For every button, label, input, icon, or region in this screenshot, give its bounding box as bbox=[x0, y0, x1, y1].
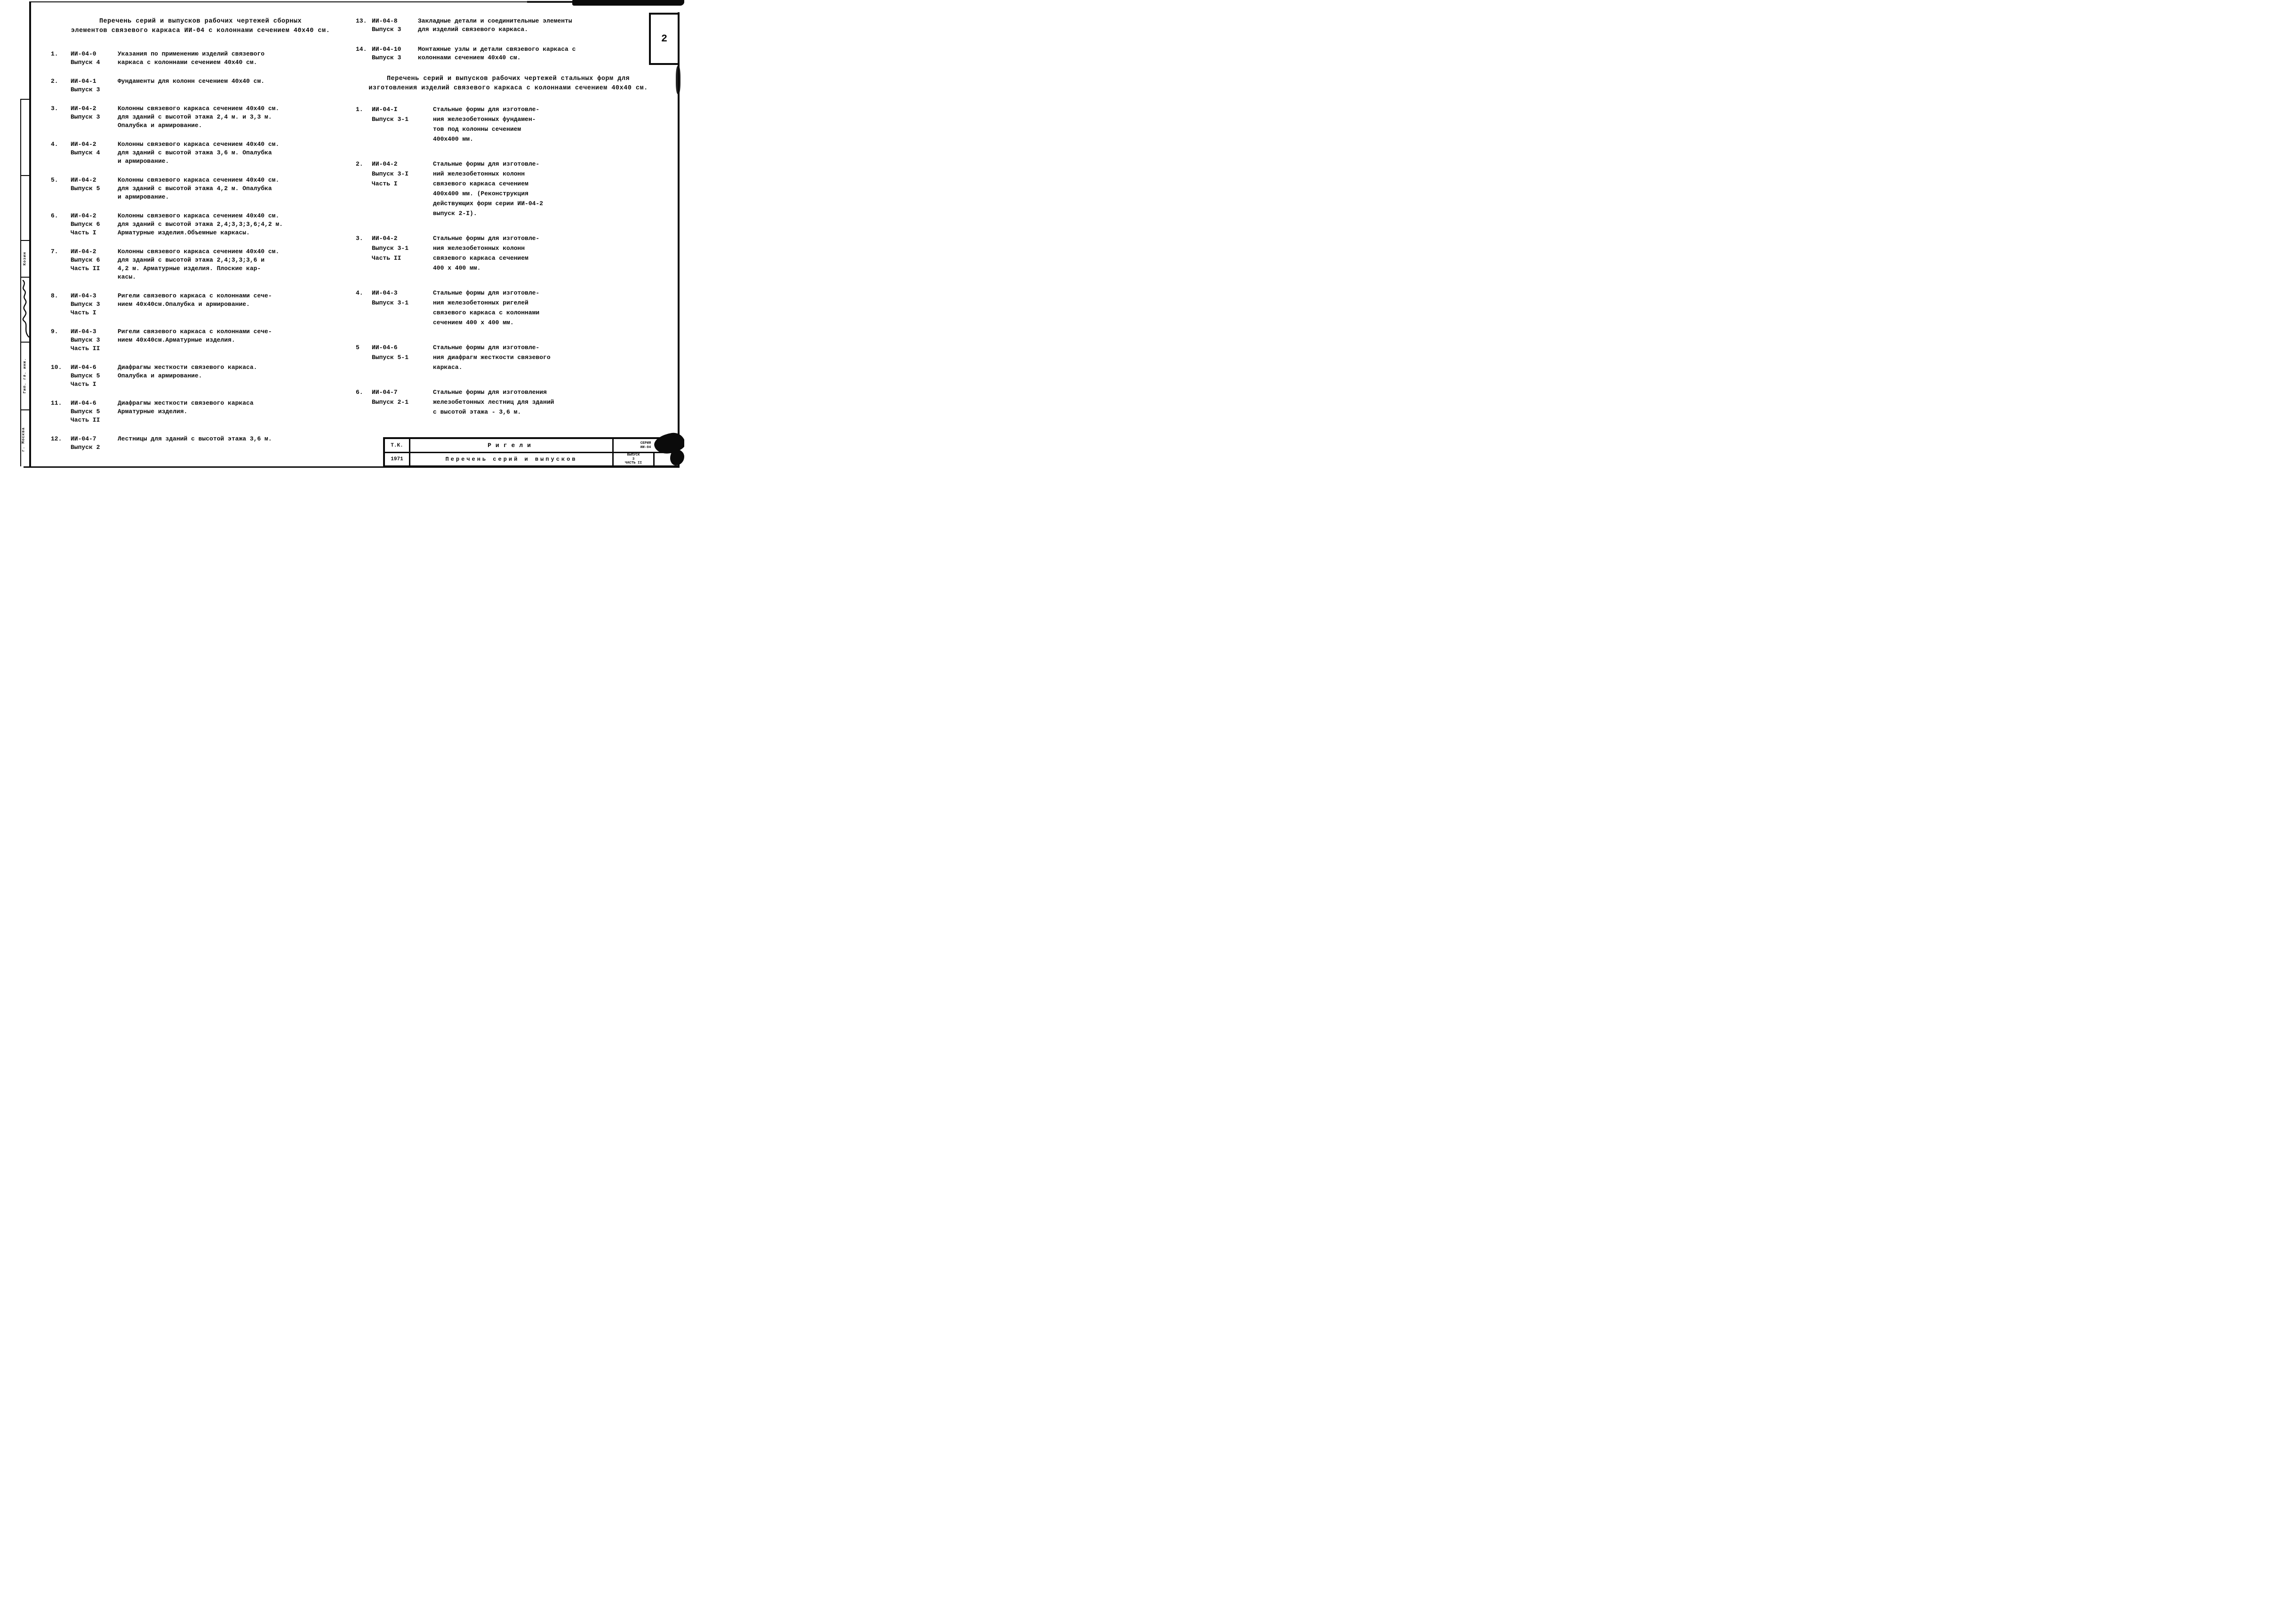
margin-name-text: Козин bbox=[23, 251, 27, 265]
series-code-line: ИИ-04-6 bbox=[71, 364, 96, 371]
description-line: каркаса с колоннами сечением 40х40 см. bbox=[118, 59, 257, 66]
item-number: 2. bbox=[51, 78, 58, 85]
description-line: Стальные формы для изготовления bbox=[433, 389, 547, 396]
item-description bbox=[433, 387, 668, 417]
list-item bbox=[348, 288, 668, 328]
item-number: 13. bbox=[356, 17, 367, 24]
series-code-line: ИИ-04-2 bbox=[71, 248, 96, 255]
list-item bbox=[348, 343, 668, 372]
item-number: 10. bbox=[51, 364, 62, 371]
text-line: элементов связевого каркаса ИИ-04 с колоннами сечением 40х40 см. bbox=[71, 27, 330, 34]
series-code-line: ИИ-04-3 bbox=[71, 328, 96, 335]
list-item bbox=[47, 77, 354, 94]
list-item bbox=[47, 292, 354, 317]
text-line: Перечень серий и выпусков рабочих чертежей стальных форм для bbox=[386, 75, 630, 82]
stamp-tk-cell: Т.К. bbox=[385, 439, 410, 453]
series-code-line: ИИ-04-2 bbox=[372, 235, 398, 242]
description-line: действующих форм серии ИИ-04-2 bbox=[433, 200, 544, 207]
series-code-line: ИИ-04-I bbox=[372, 106, 398, 113]
series-code-line: Часть I bbox=[71, 229, 96, 236]
description-line: 400 х 400 мм. bbox=[433, 264, 481, 272]
item-description bbox=[433, 104, 668, 144]
description-line: Фундаменты для колонн сечением 40х40 см. bbox=[118, 78, 265, 85]
series-code-line: Выпуск 4 bbox=[71, 149, 100, 156]
item-series-code bbox=[372, 343, 433, 372]
item-description bbox=[118, 140, 354, 166]
item-number: 6. bbox=[51, 212, 58, 219]
ink-streak-top-right bbox=[572, 0, 684, 6]
series-code-line: Выпуск 2 bbox=[71, 444, 100, 451]
item-description bbox=[433, 159, 668, 218]
description-line: Стальные формы для изготовле- bbox=[433, 235, 540, 242]
series-code-line: Выпуск 3 bbox=[71, 336, 100, 344]
description-line: Опалубка и армирование. bbox=[118, 122, 202, 129]
item-description bbox=[433, 343, 668, 372]
list-item bbox=[348, 45, 668, 62]
scanned-document-page bbox=[0, 0, 684, 487]
description-line: Ригели связевого каркаса с колоннами сече- bbox=[118, 292, 272, 299]
description-line: ний железобетонных колонн bbox=[433, 170, 525, 177]
series-code-line: ИИ-04-6 bbox=[71, 400, 96, 407]
list-item bbox=[348, 104, 668, 144]
list-item bbox=[348, 159, 668, 218]
item-number: 4. bbox=[51, 141, 58, 148]
series-code-line: Выпуск 3-I bbox=[372, 170, 409, 177]
item-number: 6. bbox=[356, 389, 363, 396]
description-line: связевого каркаса с колоннами bbox=[433, 309, 540, 316]
item-number: 1. bbox=[356, 106, 363, 113]
item-description bbox=[118, 292, 354, 317]
description-line: ния железобетонных ригелей bbox=[433, 299, 528, 306]
description-line: Опалубка и армирование. bbox=[118, 372, 202, 379]
description-line: Колонны связевого каркаса сечением 40х40 см. bbox=[118, 176, 280, 184]
series-code-line: Выпуск 3 bbox=[71, 301, 100, 308]
list-item bbox=[47, 140, 354, 166]
text-line: Перечень серий и выпусков рабочих чертежей сборных bbox=[99, 18, 302, 25]
description-line: 400х400 мм. bbox=[433, 136, 473, 143]
ink-blob bbox=[670, 449, 684, 465]
item-number: 3. bbox=[356, 235, 363, 242]
item-number: 7. bbox=[51, 248, 58, 255]
item-description bbox=[118, 104, 354, 130]
item-series-code bbox=[71, 292, 118, 317]
item-description bbox=[118, 399, 354, 424]
description-line: касы. bbox=[118, 273, 136, 280]
text-line: ЧАСТЬ II bbox=[624, 461, 642, 465]
series-code-line: ИИ-04-2 bbox=[372, 160, 398, 168]
item-series-code bbox=[71, 435, 118, 452]
description-line: нием 40х40см.Опалубка и армирование. bbox=[118, 301, 250, 308]
list2-items bbox=[348, 104, 668, 417]
item-description bbox=[118, 248, 354, 281]
item-description bbox=[118, 435, 354, 452]
series-code-line: ИИ-04-2 bbox=[71, 212, 96, 219]
series-code-line: Выпуск 5-1 bbox=[372, 354, 409, 361]
description-line: нием 40х40см.Арматурные изделия. bbox=[118, 336, 235, 344]
description-line: ния железобетонных фундамен- bbox=[433, 116, 536, 123]
description-line: Ригели связевого каркаса с колоннами сече- bbox=[118, 328, 272, 335]
right-column bbox=[348, 17, 668, 432]
series-code-line: Часть I bbox=[372, 180, 398, 187]
series-code-line: ИИ-04-7 bbox=[372, 389, 398, 396]
series-code-line: ИИ-04-8 bbox=[372, 17, 398, 24]
list-item bbox=[348, 387, 668, 417]
item-series-code bbox=[71, 140, 118, 166]
series-code-line: Выпуск 3 bbox=[372, 26, 401, 33]
item-description bbox=[418, 17, 668, 34]
description-line: с высотой этажа - 3,6 м. bbox=[433, 408, 521, 416]
description-line: Указания по применению изделий связевого bbox=[118, 50, 265, 57]
list1-items-continued bbox=[348, 17, 668, 62]
series-code-line: Выпуск 3-1 bbox=[372, 299, 409, 306]
series-code-line: Часть II bbox=[71, 345, 100, 352]
text-line: ВЫПУСК bbox=[627, 453, 640, 457]
title-block-stamp bbox=[383, 437, 680, 467]
stamp-issue-wrap bbox=[614, 453, 678, 465]
item-series-code bbox=[71, 212, 118, 237]
description-line: Монтажные узлы и детали связевого каркаса с bbox=[418, 46, 576, 53]
list1-items bbox=[47, 50, 354, 452]
series-code-line: Выпуск 3-1 bbox=[372, 116, 409, 123]
margin-city-text: г. Москва bbox=[21, 427, 26, 452]
item-series-code bbox=[71, 50, 118, 67]
description-line: ния железобетонных колонн bbox=[433, 245, 525, 252]
series-code-line: ИИ-04-3 bbox=[372, 289, 398, 296]
item-description bbox=[418, 45, 668, 62]
description-line: ния диафрагм жесткости связевого bbox=[433, 354, 551, 361]
description-line: для зданий с высотой этажа 3,6 м. Опалубка bbox=[118, 149, 272, 156]
item-number: 3. bbox=[51, 105, 58, 112]
ink-streak-top-right-tail bbox=[527, 1, 579, 3]
series-code-line: Часть I bbox=[71, 381, 96, 388]
series-code-line: Часть I bbox=[71, 309, 96, 316]
series-code-line: Выпуск 6 bbox=[71, 221, 100, 228]
list-item bbox=[47, 363, 354, 389]
item-number: 12. bbox=[51, 435, 62, 442]
item-number: 8. bbox=[51, 292, 58, 299]
description-line: каркаса. bbox=[433, 364, 463, 371]
item-description bbox=[118, 176, 354, 201]
item-description bbox=[118, 363, 354, 389]
series-code-line: Часть II bbox=[71, 265, 100, 272]
strip-divider bbox=[20, 175, 31, 176]
series-code-line: ИИ-04-2 bbox=[71, 176, 96, 184]
page-number: 2 bbox=[661, 33, 668, 45]
series-code-line: ИИ-04-1 bbox=[71, 78, 96, 85]
series-code-line: Выпуск 5 bbox=[71, 372, 100, 379]
series-code-line: ИИ-04-7 bbox=[71, 435, 96, 442]
series-code-line: Выпуск 2-1 bbox=[372, 399, 409, 406]
strip-divider bbox=[20, 409, 31, 410]
description-line: Диафрагмы жесткости связевого каркаса bbox=[118, 400, 254, 407]
description-line: 400х400 мм. (Реконструкция bbox=[433, 190, 528, 197]
strip-divider bbox=[20, 99, 31, 100]
series-code-line: Выпуск 3 bbox=[71, 113, 100, 120]
series-code-line: Выпуск 3-1 bbox=[372, 245, 409, 252]
list-item bbox=[47, 328, 354, 353]
series-code-line: Выпуск 3 bbox=[372, 54, 401, 61]
description-line: тов под колонны сечением bbox=[433, 126, 521, 133]
list1-title bbox=[47, 17, 354, 36]
item-series-code bbox=[71, 363, 118, 389]
description-line: Лестницы для зданий с высотой этажа 3,6 м. bbox=[118, 435, 272, 442]
series-code-line: Выпуск 3 bbox=[71, 86, 100, 93]
item-description bbox=[118, 77, 354, 94]
item-series-code bbox=[372, 288, 433, 328]
item-number: 11. bbox=[51, 400, 62, 407]
stamp-year-cell: 1971 bbox=[385, 453, 410, 465]
description-line: Стальные формы для изготовле- bbox=[433, 344, 540, 351]
series-code-line: Часть II bbox=[372, 255, 401, 262]
item-series-code bbox=[372, 387, 433, 417]
text-line: ИИ-04 bbox=[640, 445, 651, 449]
description-line: для зданий с высотой этажа 2,4;3,3;3,6 и bbox=[118, 256, 265, 264]
description-line: сечением 400 х 400 мм. bbox=[433, 319, 514, 326]
series-code-line: ИИ-04-3 bbox=[71, 292, 96, 299]
item-series-code bbox=[372, 159, 433, 218]
item-number: 2. bbox=[356, 160, 363, 168]
list-item bbox=[47, 176, 354, 201]
item-series-code bbox=[71, 248, 118, 281]
description-line: Закладные детали и соединительные элементы bbox=[418, 17, 572, 24]
item-series-code bbox=[71, 104, 118, 130]
item-number: 4. bbox=[356, 289, 363, 296]
series-code-line: ИИ-04-0 bbox=[71, 50, 96, 57]
text-line: изготовления изделий связевого каркаса с колоннами сечением 40х40 см. bbox=[368, 85, 648, 92]
stamp-document-title: Ригели bbox=[410, 439, 614, 453]
list-item bbox=[348, 233, 668, 273]
description-line: Стальные формы для изготовле- bbox=[433, 160, 540, 168]
description-line: Диафрагмы жесткости связевого каркаса. bbox=[118, 364, 257, 371]
description-line: 4,2 м. Арматурные изделия. Плоские кар- bbox=[118, 265, 261, 272]
list-item bbox=[47, 50, 354, 67]
stamp-issue-cell bbox=[614, 453, 655, 465]
list-item bbox=[348, 17, 668, 34]
item-series-code bbox=[71, 176, 118, 201]
text-line: 3 bbox=[632, 457, 635, 461]
description-line: Колонны связевого каркаса сечением 40х40 см. bbox=[118, 212, 280, 219]
description-line: выпуск 2-I). bbox=[433, 210, 477, 217]
item-description bbox=[433, 288, 668, 328]
item-number: 14. bbox=[356, 46, 367, 53]
left-column bbox=[47, 17, 354, 462]
item-series-code bbox=[71, 399, 118, 424]
description-line: Стальные формы для изготовле- bbox=[433, 289, 540, 296]
description-line: Колонны связевого каркаса сечением 40х40 см. bbox=[118, 141, 280, 148]
description-line: Колонны связевого каркаса сечением 40х40 см. bbox=[118, 248, 280, 255]
list-item bbox=[47, 435, 354, 452]
ink-blob bbox=[676, 66, 680, 94]
item-series-code bbox=[372, 233, 433, 273]
stamp-document-subtitle: Перечень серий и выпусков bbox=[410, 453, 614, 465]
item-number: 9. bbox=[51, 328, 58, 335]
description-line: для зданий с высотой этажа 2,4;3,3;3,6;4,2 м. bbox=[118, 221, 283, 228]
description-line: для изделий связевого каркаса. bbox=[418, 26, 528, 33]
series-code-line: Часть II bbox=[71, 416, 100, 424]
item-series-code bbox=[372, 17, 418, 34]
signature-icon bbox=[19, 278, 31, 341]
series-code-line: ИИ-04-6 bbox=[372, 344, 398, 351]
item-description bbox=[118, 328, 354, 353]
text-line: СЕРИЯ bbox=[640, 441, 651, 445]
item-series-code bbox=[71, 328, 118, 353]
series-code-line: ИИ-04-2 bbox=[71, 105, 96, 112]
list-item bbox=[47, 104, 354, 130]
description-line: связевого каркаса сечением bbox=[433, 180, 528, 187]
item-series-code bbox=[71, 77, 118, 94]
series-code-line: Выпуск 5 bbox=[71, 185, 100, 192]
description-line: колоннами сечением 40х40 см. bbox=[418, 54, 521, 61]
description-line: и армирование. bbox=[118, 193, 169, 200]
item-description bbox=[433, 233, 668, 273]
description-line: связевого каркаса сечением bbox=[433, 255, 528, 262]
series-code-line: ИИ-04-10 bbox=[372, 46, 401, 53]
item-series-code bbox=[372, 45, 418, 62]
description-line: Стальные формы для изготовле- bbox=[433, 106, 540, 113]
series-code-line: Выпуск 5 bbox=[71, 408, 100, 415]
description-line: Арматурные изделия.Объемные каркасы. bbox=[118, 229, 250, 236]
list2-title bbox=[348, 74, 668, 93]
description-line: для зданий с высотой этажа 2,4 м. и 3,3 м. bbox=[118, 113, 272, 120]
description-line: Арматурные изделия. bbox=[118, 408, 188, 415]
item-number: 5. bbox=[51, 176, 58, 184]
list-item bbox=[47, 399, 354, 424]
description-line: Колонны связевого каркаса сечением 40х40 см. bbox=[118, 105, 280, 112]
description-line: для зданий с высотой этажа 4,2 м. Опалубка bbox=[118, 185, 272, 192]
item-description bbox=[118, 50, 354, 67]
item-description bbox=[118, 212, 354, 237]
series-code-line: ИИ-04-2 bbox=[71, 141, 96, 148]
margin-role-text: Гип. гл. инж. bbox=[23, 358, 27, 393]
item-number: 1. bbox=[51, 50, 58, 57]
item-series-code bbox=[372, 104, 433, 144]
description-line: железобетонных лестниц для зданий bbox=[433, 399, 554, 406]
series-code-line: Выпуск 6 bbox=[71, 256, 100, 264]
item-number: 5 bbox=[356, 344, 360, 351]
series-code-line: Выпуск 4 bbox=[71, 59, 100, 66]
description-line: и армирование. bbox=[118, 158, 169, 165]
list-item bbox=[47, 212, 354, 237]
margin-signature bbox=[19, 278, 31, 341]
list-item bbox=[47, 248, 354, 281]
